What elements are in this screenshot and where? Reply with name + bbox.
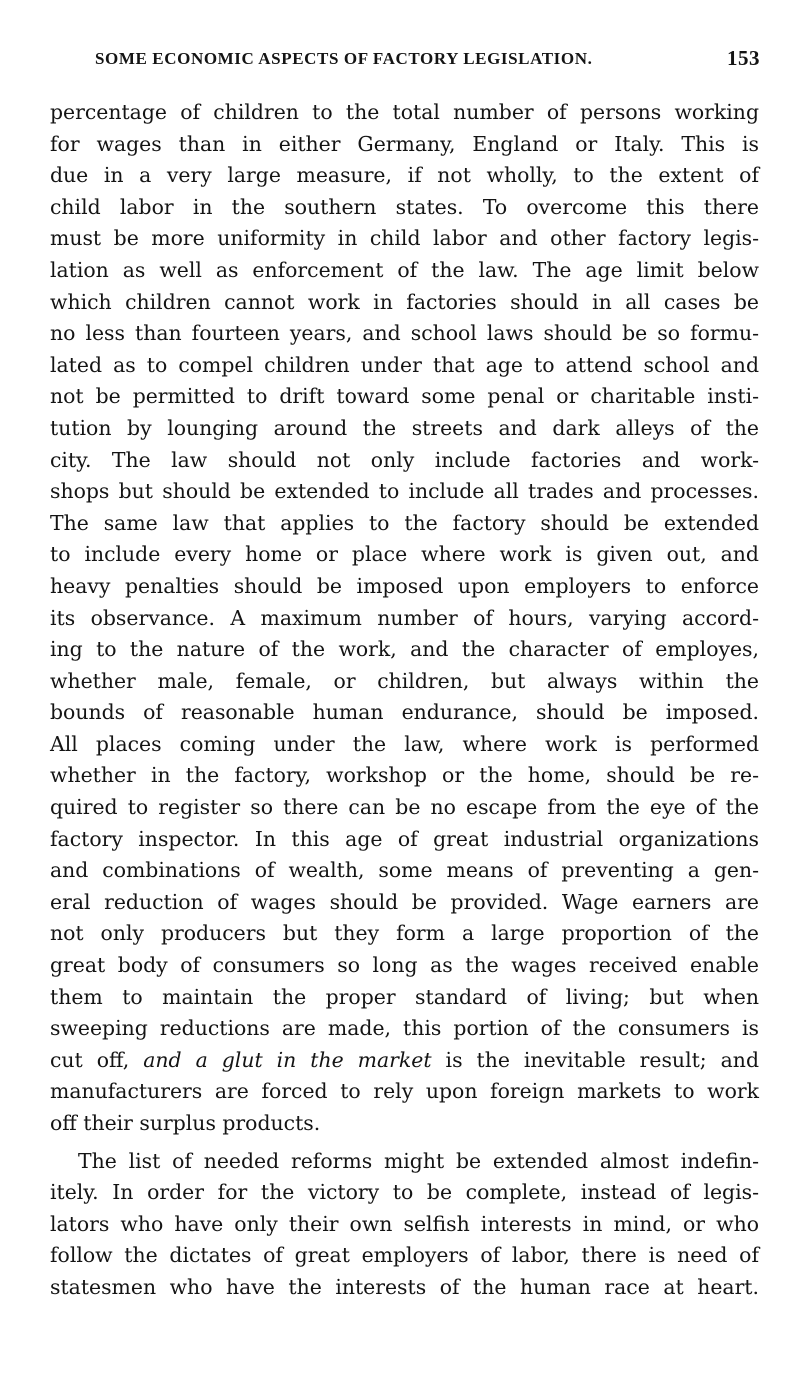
text-line: them to maintain the proper standard of living; but when xyxy=(50,984,759,1009)
text-line: quired to register so there can be no escape from the eye of the xyxy=(50,795,759,820)
text-line: for wages than in either Germany, England or Italy. This is xyxy=(50,131,759,156)
line-segment: is the inevitable result; and xyxy=(431,1047,759,1072)
text-line: due in a very large measure, if not wholly, to the extent of xyxy=(50,163,759,188)
text-line: The list of needed reforms might be extended almost indefin- xyxy=(78,1148,759,1173)
text-line: which children cannot work in factories should in all cases be xyxy=(50,289,759,314)
text-line: factory inspector. In this age of great industrial organizations xyxy=(50,826,759,851)
text-line: great body of consumers so long as the wages received enable xyxy=(50,953,759,978)
text-line: bounds of reasonable human endurance, should be imposed. xyxy=(50,700,759,725)
body-text xyxy=(50,97,759,1304)
text-line: percentage of children to the total number of persons working xyxy=(50,100,759,124)
text-line-with-italic xyxy=(50,1045,759,1077)
text-line: itely. In order for the victory to be complete, instead of legis- xyxy=(50,1180,759,1205)
text-line: lation as well as enforcement of the law. The age limit below xyxy=(50,257,759,282)
text-line: manufacturers are forced to rely upon foreign markets to work xyxy=(50,1079,759,1104)
text-line: tution by lounging around the streets and dark alleys of the xyxy=(50,415,759,440)
italic-phrase: and a glut in the market xyxy=(143,1047,432,1072)
running-head xyxy=(50,40,760,80)
text-line: lated as to compel children under that age to attend school and xyxy=(50,352,759,377)
text-line: heavy penalties should be imposed upon employers to enforce xyxy=(50,573,759,598)
text-line: no less than fourteen years, and school laws should be so formu- xyxy=(50,321,759,346)
paragraph-1 xyxy=(50,97,759,1140)
text-line: its observance. A maximum number of hours, varying accord- xyxy=(50,605,759,630)
text-line: to include every home or place where work is given out, and xyxy=(50,542,759,567)
running-title: SOME ECONOMIC ASPECTS OF FACTORY LEGISLATION. xyxy=(95,49,593,68)
text-line: not only producers but they form a large proportion of the xyxy=(50,921,759,946)
text-line: All places coming under the law, where work is performed xyxy=(50,731,759,756)
text-line: lators who have only their own selfish interests in mind, or who xyxy=(50,1211,759,1236)
text-line: ing to the nature of the work, and the character of employes, xyxy=(50,637,759,662)
text-line: whether in the factory, workshop or the home, should be re- xyxy=(50,763,759,788)
text-line: must be more uniformity in child labor and other factory legis- xyxy=(50,226,759,251)
line-segment: cut off, xyxy=(50,1047,144,1072)
text-line: off their surplus products. xyxy=(50,1111,321,1135)
paragraph-2 xyxy=(50,1146,759,1304)
text-line: follow the dictates of great employers of labor, there is need of xyxy=(50,1243,759,1268)
text-line: whether male, female, or children, but always within the xyxy=(50,668,759,693)
text-line: shops but should be extended to include all trades and processes. xyxy=(50,479,759,504)
text-line: and combinations of wealth, some means of preventing a gen- xyxy=(50,858,759,883)
page-number: 153 xyxy=(727,46,760,70)
text-line: eral reduction of wages should be provided. Wage earners are xyxy=(50,889,759,914)
text-line: city. The law should not only include factories and work- xyxy=(50,447,759,472)
text-line: not be permitted to drift toward some penal or charitable insti- xyxy=(50,384,759,409)
text-line: The same law that applies to the factory should be extended xyxy=(50,510,759,535)
text-line: child labor in the southern states. To overcome this there xyxy=(50,194,759,219)
text-line: statesmen who have the interests of the human race at heart. xyxy=(50,1274,759,1299)
text-line: sweeping reductions are made, this portion of the consumers is xyxy=(50,1016,759,1041)
